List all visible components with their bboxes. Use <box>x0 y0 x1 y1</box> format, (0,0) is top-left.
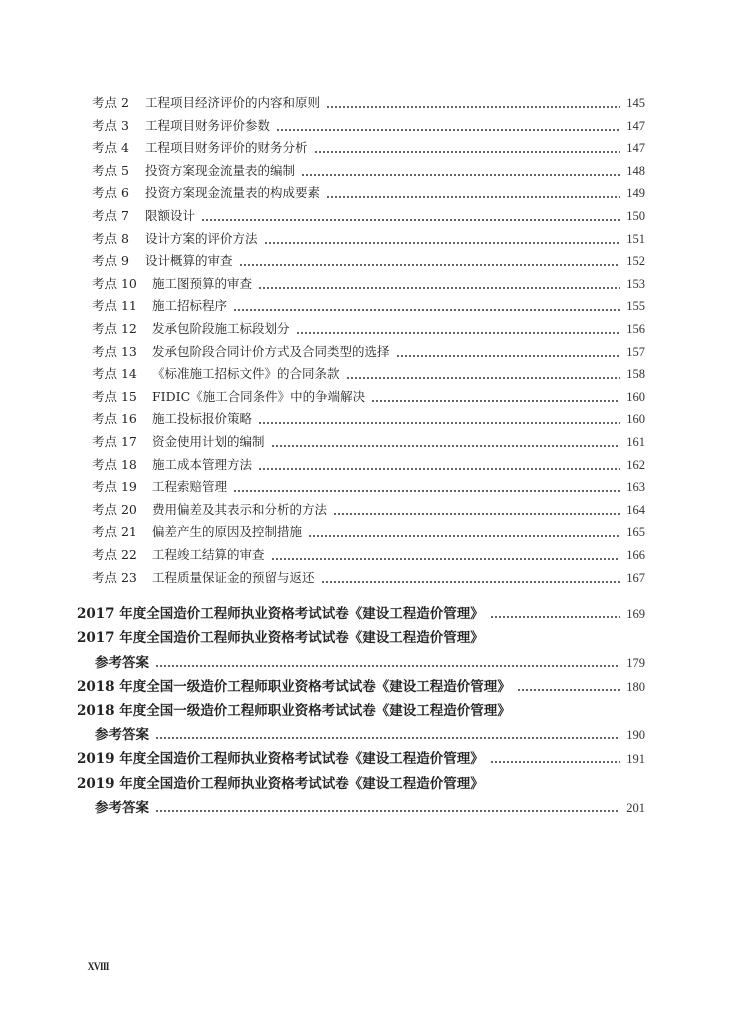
entry-page: 150 <box>626 209 645 223</box>
toc-entry[interactable] <box>92 138 645 160</box>
entry-title: 工程索赔管理 <box>152 479 228 495</box>
entry-title: 施工成本管理方法 <box>152 456 253 472</box>
dot-leader <box>517 689 620 691</box>
entry-page: 161 <box>626 435 645 449</box>
dot-leader <box>258 468 620 470</box>
entry-page: 147 <box>626 141 645 156</box>
exam-answer-entry[interactable] <box>95 796 645 820</box>
entry-title: 施工招标程序 <box>152 298 228 314</box>
entry-title: 发承包阶段合同计价方式及合同类型的选择 <box>152 343 390 359</box>
entry-page: 157 <box>626 344 645 359</box>
entry-title: 工程项目财务评价参数 <box>145 117 271 133</box>
toc-entry[interactable] <box>92 342 645 364</box>
entry-label: 考点 17 <box>92 434 137 449</box>
entry-page: 153 <box>626 276 645 291</box>
dot-leader <box>308 535 620 537</box>
entry-page: 162 <box>626 457 645 472</box>
entry-title: 设计概算的审查 <box>145 253 233 269</box>
exam-entry[interactable] <box>77 747 645 771</box>
entry-page: 167 <box>626 570 645 585</box>
dot-leader <box>258 422 620 424</box>
dot-leader <box>233 490 620 492</box>
toc-entry[interactable] <box>92 116 645 138</box>
entry-label: 考点 23 <box>92 569 137 585</box>
dot-leader <box>155 737 620 739</box>
entry-title: 设计方案的评价方法 <box>145 230 258 246</box>
dot-leader <box>233 309 620 311</box>
entry-label: 考点 15 <box>92 388 137 404</box>
entry-label: 考点 10 <box>92 275 137 291</box>
dot-leader <box>314 151 621 153</box>
exam-title: 2018 年度全国一级造价工程师职业资格考试试卷《建设工程造价管理》 <box>77 703 511 719</box>
toc-entry[interactable] <box>92 432 645 454</box>
dot-leader <box>271 558 621 560</box>
entry-title: 费用偏差及其表示和分析的方法 <box>152 501 328 517</box>
entry-title: 《标准施工招标文件》的合同条款 <box>152 366 340 382</box>
entry-title: 限额设计 <box>145 208 196 223</box>
exam-entry[interactable] <box>77 675 645 699</box>
dot-leader <box>346 377 621 379</box>
entry-page: 160 <box>626 412 645 427</box>
toc-entry[interactable] <box>92 522 645 544</box>
exam-page: 180 <box>626 679 645 694</box>
entry-page: 152 <box>626 254 645 269</box>
exam-title: 2019 年度全国造价工程师执业资格考试试卷《建设工程造价管理》 <box>77 751 484 768</box>
exam-title: 2017 年度全国造价工程师执业资格考试试卷《建设工程造价管理》 <box>77 630 484 647</box>
entry-page: 165 <box>626 525 645 540</box>
toc-entry[interactable] <box>92 455 645 477</box>
entry-label: 考点 14 <box>92 366 137 382</box>
exam-page: 179 <box>626 655 645 670</box>
answer-label: 参考答案 <box>95 799 149 816</box>
entry-label: 考点 19 <box>92 479 137 495</box>
entry-label: 考点 6 <box>92 185 129 201</box>
toc-entry[interactable] <box>92 161 645 183</box>
entry-label: 考点 22 <box>92 547 137 562</box>
entry-page: 151 <box>626 231 645 246</box>
toc-entry[interactable] <box>92 500 645 522</box>
toc-entry[interactable] <box>92 93 645 115</box>
exam-entry[interactable] <box>77 602 645 626</box>
toc-entry[interactable] <box>92 251 645 273</box>
entry-title: FIDIC《施工合同条件》中的争端解决 <box>152 388 366 404</box>
dot-leader <box>490 616 620 618</box>
dot-leader <box>333 513 620 515</box>
exam-entry-title[interactable] <box>77 626 645 650</box>
entry-title: 施工投标报价策略 <box>152 411 253 427</box>
entry-title: 资金使用计划的编制 <box>152 434 265 449</box>
entry-label: 考点 12 <box>92 321 137 336</box>
dot-leader <box>301 174 620 176</box>
entry-page: 148 <box>626 163 645 178</box>
entry-page: 158 <box>626 367 645 382</box>
entry-label: 考点 5 <box>92 162 129 178</box>
entry-title: 工程竣工结算的审查 <box>152 547 265 562</box>
exam-page: 169 <box>626 607 645 622</box>
dot-leader <box>321 581 621 583</box>
toc-entry[interactable] <box>92 409 645 431</box>
entry-label: 考点 21 <box>92 524 137 540</box>
entry-page: 145 <box>626 96 645 110</box>
entry-label: 考点 9 <box>92 253 129 269</box>
entry-label: 考点 8 <box>92 230 129 246</box>
toc-entry[interactable] <box>92 183 645 205</box>
toc-entry[interactable] <box>92 387 645 409</box>
entry-title: 工程质量保证金的预留与返还 <box>152 569 315 585</box>
dot-leader <box>264 242 621 244</box>
entry-label: 考点 4 <box>92 140 129 156</box>
answer-label: 参考答案 <box>95 727 149 744</box>
entry-page: 149 <box>626 186 645 201</box>
entry-title: 投资方案现金流量表的构成要素 <box>145 185 321 201</box>
entry-label: 考点 18 <box>92 456 137 472</box>
dot-leader <box>490 761 620 763</box>
entry-title: 投资方案现金流量表的编制 <box>145 162 296 178</box>
exam-entry-title[interactable] <box>77 699 645 723</box>
toc-entry[interactable] <box>92 364 645 386</box>
dot-leader <box>155 810 620 812</box>
entry-title: 偏差产生的原因及控制措施 <box>152 524 303 540</box>
entry-page: 166 <box>626 548 645 562</box>
entry-label: 考点 13 <box>92 343 137 359</box>
entry-label: 考点 11 <box>92 298 137 314</box>
exam-answer-entry[interactable] <box>95 651 645 675</box>
dot-leader <box>326 106 620 108</box>
entry-page: 164 <box>626 502 645 517</box>
entry-label: 考点 16 <box>92 411 137 427</box>
entry-page: 163 <box>626 480 645 495</box>
toc-entry[interactable] <box>92 296 645 318</box>
toc-entry[interactable] <box>92 545 645 567</box>
exam-title: 2017 年度全国造价工程师执业资格考试试卷《建设工程造价管理》 <box>77 606 484 623</box>
dot-leader <box>276 129 620 131</box>
entry-label: 考点 3 <box>92 117 129 133</box>
exam-title: 2019 年度全国造价工程师执业资格考试试卷《建设工程造价管理》 <box>77 775 484 792</box>
exam-title: 2018 年度全国一级造价工程师职业资格考试试卷《建设工程造价管理》 <box>77 678 511 695</box>
entry-page: 147 <box>626 118 645 133</box>
dot-leader <box>396 355 621 357</box>
toc-entry[interactable] <box>92 477 645 499</box>
exam-answer-entry[interactable] <box>95 723 645 747</box>
entry-page: 160 <box>626 389 645 404</box>
toc-entry[interactable] <box>92 319 645 341</box>
entry-page: 155 <box>626 299 645 314</box>
dot-leader <box>271 445 621 447</box>
dot-leader <box>326 196 620 198</box>
dot-leader <box>239 264 621 266</box>
entry-page: 156 <box>626 322 645 336</box>
toc-entry[interactable] <box>92 274 645 296</box>
entry-title: 工程项目经济评价的内容和原则 <box>145 95 321 110</box>
toc-entry[interactable] <box>92 206 645 228</box>
dot-leader <box>155 665 620 667</box>
exam-page: 191 <box>626 752 645 767</box>
dot-leader <box>258 287 620 289</box>
dot-leader <box>371 400 620 402</box>
toc-entry[interactable] <box>92 229 645 251</box>
exam-page: 190 <box>626 728 645 743</box>
toc-entry[interactable] <box>92 568 645 590</box>
entry-label: 考点 2 <box>92 95 129 110</box>
entry-label: 考点 7 <box>92 208 129 223</box>
page-number-folio: XVIII <box>87 959 109 973</box>
entry-title: 发承包阶段施工标段划分 <box>152 321 290 336</box>
exam-entry-title[interactable] <box>77 772 645 796</box>
entry-title: 施工图预算的审查 <box>152 275 253 291</box>
entry-title: 工程项目财务评价的财务分析 <box>145 140 308 156</box>
entry-label: 考点 20 <box>92 501 137 517</box>
dot-leader <box>296 332 621 334</box>
exam-page: 201 <box>626 800 645 815</box>
dot-leader <box>201 219 620 221</box>
answer-label: 参考答案 <box>95 654 149 671</box>
